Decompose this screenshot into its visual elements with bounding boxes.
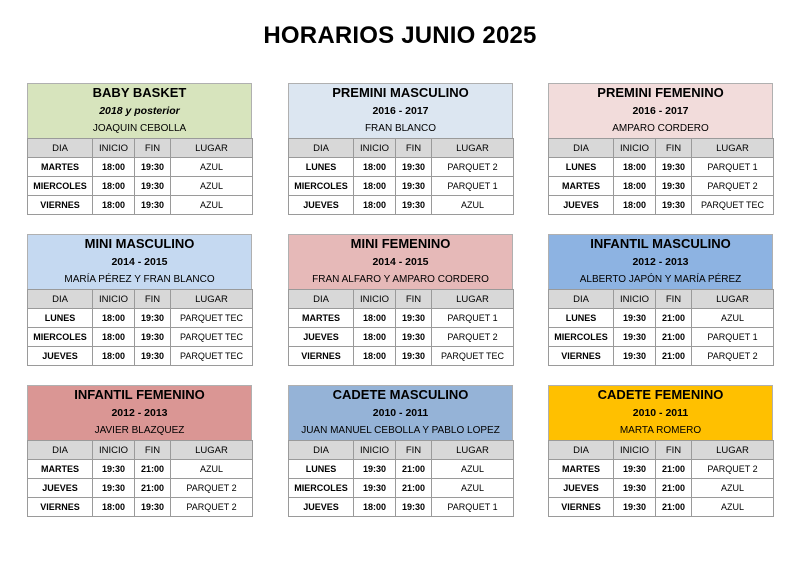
team-header	[548, 83, 773, 138]
day-cell: JUEVES	[289, 328, 354, 347]
start-cell: 18:00	[93, 347, 135, 366]
team-header	[548, 234, 773, 289]
day-cell: LUNES	[289, 158, 354, 177]
column-header: INICIO	[614, 290, 656, 309]
start-cell: 18:00	[93, 158, 135, 177]
table-header-row	[28, 290, 253, 309]
table-row	[549, 460, 774, 479]
column-header: INICIO	[93, 441, 135, 460]
table-row	[289, 309, 514, 328]
start-cell: 19:30	[93, 479, 135, 498]
table-row	[549, 479, 774, 498]
end-cell: 19:30	[135, 309, 171, 328]
schedule-block	[548, 234, 773, 366]
table-row	[28, 177, 253, 196]
schedule-block	[548, 385, 773, 517]
end-cell: 19:30	[656, 158, 692, 177]
column-header: DIA	[28, 139, 93, 158]
start-cell: 18:00	[93, 498, 135, 517]
end-cell: 19:30	[135, 196, 171, 215]
day-cell: MARTES	[549, 460, 614, 479]
end-cell: 21:00	[135, 460, 171, 479]
start-cell: 18:00	[354, 328, 396, 347]
team-name: MINI FEMENINO	[350, 236, 451, 251]
team-coach: AMPARO CORDERO	[612, 123, 709, 134]
table-row	[28, 347, 253, 366]
team-years: 2012 - 2013	[632, 256, 689, 268]
place-cell: AZUL	[171, 158, 253, 177]
table-row	[28, 309, 253, 328]
column-header: FIN	[396, 139, 432, 158]
column-header: INICIO	[354, 290, 396, 309]
table-row	[289, 460, 514, 479]
end-cell: 19:30	[396, 309, 432, 328]
day-cell: JUEVES	[28, 479, 93, 498]
day-cell: JUEVES	[289, 498, 354, 517]
column-header: FIN	[656, 139, 692, 158]
table-row	[28, 479, 253, 498]
column-header: LUGAR	[171, 139, 253, 158]
start-cell: 19:30	[614, 347, 656, 366]
end-cell: 21:00	[396, 479, 432, 498]
schedule-block	[27, 385, 252, 517]
day-cell: VIERNES	[549, 498, 614, 517]
column-header: FIN	[135, 441, 171, 460]
day-cell: LUNES	[28, 309, 93, 328]
day-cell: VIERNES	[28, 498, 93, 517]
column-header: INICIO	[614, 139, 656, 158]
team-years: 2016 - 2017	[372, 105, 429, 117]
day-cell: VIERNES	[289, 347, 354, 366]
table-row	[549, 196, 774, 215]
schedule-table	[288, 440, 514, 517]
team-years: 2012 - 2013	[111, 407, 168, 419]
team-header	[288, 83, 513, 138]
schedule-block	[288, 385, 513, 517]
column-header: LUGAR	[692, 139, 774, 158]
start-cell: 18:00	[93, 177, 135, 196]
start-cell: 18:00	[354, 309, 396, 328]
column-header: LUGAR	[171, 290, 253, 309]
table-row	[289, 177, 514, 196]
end-cell: 21:00	[656, 479, 692, 498]
start-cell: 18:00	[354, 158, 396, 177]
table-row	[28, 460, 253, 479]
end-cell: 21:00	[396, 460, 432, 479]
table-row	[28, 328, 253, 347]
table-row	[28, 196, 253, 215]
place-cell: PARQUET TEC	[171, 347, 253, 366]
place-cell: PARQUET TEC	[171, 328, 253, 347]
start-cell: 18:00	[93, 196, 135, 215]
table-row	[289, 479, 514, 498]
team-years: 2010 - 2011	[632, 407, 689, 419]
schedule-block	[288, 83, 513, 215]
column-header: LUGAR	[432, 139, 514, 158]
team-coach: JUAN MANUEL CEBOLLA Y PABLO LOPEZ	[301, 425, 500, 436]
column-header: DIA	[549, 139, 614, 158]
end-cell: 19:30	[135, 498, 171, 517]
start-cell: 18:00	[614, 158, 656, 177]
team-years: 2018 y posterior	[99, 105, 180, 117]
place-cell: PARQUET 2	[432, 158, 514, 177]
end-cell: 21:00	[656, 309, 692, 328]
start-cell: 19:30	[93, 460, 135, 479]
table-row	[549, 309, 774, 328]
team-header	[548, 385, 773, 440]
schedule-table	[548, 138, 774, 215]
table-header-row	[549, 441, 774, 460]
start-cell: 18:00	[93, 328, 135, 347]
team-name: INFANTIL FEMENINO	[74, 387, 205, 402]
schedule-table	[548, 289, 774, 366]
day-cell: MIERCOLES	[289, 479, 354, 498]
start-cell: 19:30	[614, 479, 656, 498]
table-row	[289, 158, 514, 177]
team-coach: FRAN ALFARO Y AMPARO CORDERO	[312, 274, 489, 285]
end-cell: 19:30	[656, 177, 692, 196]
column-header: DIA	[289, 139, 354, 158]
schedule-table	[27, 289, 253, 366]
team-years: 2014 - 2015	[111, 256, 168, 268]
end-cell: 21:00	[656, 328, 692, 347]
day-cell: MARTES	[28, 158, 93, 177]
schedule-table	[548, 440, 774, 517]
end-cell: 19:30	[135, 328, 171, 347]
start-cell: 19:30	[614, 328, 656, 347]
team-header	[288, 234, 513, 289]
team-years: 2016 - 2017	[632, 105, 689, 117]
start-cell: 18:00	[354, 347, 396, 366]
place-cell: PARQUET 2	[692, 460, 774, 479]
table-header-row	[289, 290, 514, 309]
table-row	[289, 498, 514, 517]
table-row	[549, 498, 774, 517]
team-name: MINI MASCULINO	[84, 236, 195, 251]
schedule-table	[27, 440, 253, 517]
team-years: 2014 - 2015	[372, 256, 429, 268]
table-row	[549, 347, 774, 366]
end-cell: 19:30	[396, 498, 432, 517]
schedule-table	[288, 289, 514, 366]
team-coach: MARTA ROMERO	[619, 425, 702, 436]
start-cell: 19:30	[354, 479, 396, 498]
day-cell: MARTES	[289, 309, 354, 328]
end-cell: 19:30	[656, 196, 692, 215]
table-row	[289, 328, 514, 347]
day-cell: MIERCOLES	[28, 328, 93, 347]
place-cell: PARQUET TEC	[432, 347, 514, 366]
table-header-row	[289, 441, 514, 460]
place-cell: PARQUET 2	[171, 479, 253, 498]
team-header	[27, 83, 252, 138]
column-header: LUGAR	[171, 441, 253, 460]
team-name: INFANTIL MASCULINO	[590, 236, 731, 251]
start-cell: 19:30	[614, 498, 656, 517]
end-cell: 19:30	[135, 158, 171, 177]
table-row	[28, 498, 253, 517]
team-coach: JAVIER BLAZQUEZ	[94, 425, 185, 436]
column-header: INICIO	[93, 139, 135, 158]
place-cell: PARQUET TEC	[171, 309, 253, 328]
place-cell: PARQUET 1	[692, 158, 774, 177]
end-cell: 21:00	[656, 347, 692, 366]
place-cell: AZUL	[171, 196, 253, 215]
place-cell: PARQUET 2	[692, 347, 774, 366]
schedule-block	[548, 83, 773, 215]
day-cell: JUEVES	[549, 196, 614, 215]
schedule-block	[288, 234, 513, 366]
team-name: BABY BASKET	[92, 85, 187, 100]
end-cell: 19:30	[396, 347, 432, 366]
column-header: FIN	[656, 290, 692, 309]
schedule-block	[27, 83, 252, 215]
day-cell: LUNES	[549, 309, 614, 328]
place-cell: PARQUET 2	[432, 328, 514, 347]
end-cell: 19:30	[135, 347, 171, 366]
day-cell: JUEVES	[28, 347, 93, 366]
table-row	[549, 328, 774, 347]
day-cell: VIERNES	[28, 196, 93, 215]
column-header: DIA	[28, 441, 93, 460]
place-cell: PARQUET 1	[432, 498, 514, 517]
place-cell: PARQUET 1	[692, 328, 774, 347]
place-cell: AZUL	[171, 177, 253, 196]
column-header: DIA	[28, 290, 93, 309]
end-cell: 19:30	[396, 158, 432, 177]
team-coach: FRAN BLANCO	[364, 123, 437, 134]
place-cell: PARQUET 2	[692, 177, 774, 196]
start-cell: 18:00	[354, 498, 396, 517]
start-cell: 18:00	[93, 309, 135, 328]
start-cell: 19:30	[614, 460, 656, 479]
end-cell: 21:00	[656, 460, 692, 479]
column-header: FIN	[396, 290, 432, 309]
team-header	[288, 385, 513, 440]
day-cell: LUNES	[549, 158, 614, 177]
team-name: PREMINI FEMENINO	[597, 85, 724, 100]
table-row	[289, 196, 514, 215]
table-header-row	[289, 139, 514, 158]
start-cell: 18:00	[354, 196, 396, 215]
place-cell: AZUL	[171, 460, 253, 479]
table-header-row	[549, 290, 774, 309]
end-cell: 19:30	[396, 177, 432, 196]
team-years: 2010 - 2011	[372, 407, 429, 419]
column-header: DIA	[289, 290, 354, 309]
team-name: PREMINI MASCULINO	[332, 85, 469, 100]
place-cell: AZUL	[432, 196, 514, 215]
start-cell: 19:30	[614, 309, 656, 328]
column-header: INICIO	[614, 441, 656, 460]
place-cell: AZUL	[692, 309, 774, 328]
schedule-table	[288, 138, 514, 215]
day-cell: JUEVES	[549, 479, 614, 498]
table-row	[549, 177, 774, 196]
team-name: CADETE MASCULINO	[332, 387, 469, 402]
place-cell: AZUL	[692, 479, 774, 498]
team-header	[27, 385, 252, 440]
start-cell: 18:00	[614, 177, 656, 196]
place-cell: AZUL	[692, 498, 774, 517]
place-cell: AZUL	[432, 460, 514, 479]
table-row	[289, 347, 514, 366]
day-cell: MARTES	[28, 460, 93, 479]
column-header: FIN	[396, 441, 432, 460]
team-name: CADETE FEMENINO	[597, 387, 724, 402]
day-cell: JUEVES	[289, 196, 354, 215]
column-header: DIA	[549, 290, 614, 309]
column-header: INICIO	[354, 139, 396, 158]
schedule-block	[27, 234, 252, 366]
place-cell: AZUL	[432, 479, 514, 498]
place-cell: PARQUET TEC	[692, 196, 774, 215]
column-header: INICIO	[354, 441, 396, 460]
day-cell: LUNES	[289, 460, 354, 479]
column-header: DIA	[289, 441, 354, 460]
place-cell: PARQUET 1	[432, 309, 514, 328]
schedule-table	[27, 138, 253, 215]
column-header: LUGAR	[692, 441, 774, 460]
column-header: FIN	[656, 441, 692, 460]
table-header-row	[549, 139, 774, 158]
page-title: HORARIOS JUNIO 2025	[263, 22, 537, 49]
day-cell: MIERCOLES	[289, 177, 354, 196]
place-cell: PARQUET 2	[171, 498, 253, 517]
table-header-row	[28, 441, 253, 460]
start-cell: 18:00	[614, 196, 656, 215]
column-header: INICIO	[93, 290, 135, 309]
team-coach: JOAQUIN CEBOLLA	[92, 123, 187, 134]
column-header: LUGAR	[432, 290, 514, 309]
table-header-row	[28, 139, 253, 158]
team-header	[27, 234, 252, 289]
day-cell: MARTES	[549, 177, 614, 196]
day-cell: MIERCOLES	[549, 328, 614, 347]
end-cell: 19:30	[396, 196, 432, 215]
day-cell: MIERCOLES	[28, 177, 93, 196]
team-coach: MARÍA PÉREZ Y FRAN BLANCO	[64, 274, 215, 285]
table-row	[28, 158, 253, 177]
column-header: FIN	[135, 290, 171, 309]
table-row	[549, 158, 774, 177]
column-header: DIA	[549, 441, 614, 460]
end-cell: 19:30	[135, 177, 171, 196]
place-cell: PARQUET 1	[432, 177, 514, 196]
column-header: LUGAR	[692, 290, 774, 309]
end-cell: 19:30	[396, 328, 432, 347]
end-cell: 21:00	[656, 498, 692, 517]
column-header: FIN	[135, 139, 171, 158]
column-header: LUGAR	[432, 441, 514, 460]
day-cell: VIERNES	[549, 347, 614, 366]
start-cell: 19:30	[354, 460, 396, 479]
team-coach: ALBERTO JAPÓN Y MARÍA PÉREZ	[579, 274, 742, 285]
start-cell: 18:00	[354, 177, 396, 196]
end-cell: 21:00	[135, 479, 171, 498]
